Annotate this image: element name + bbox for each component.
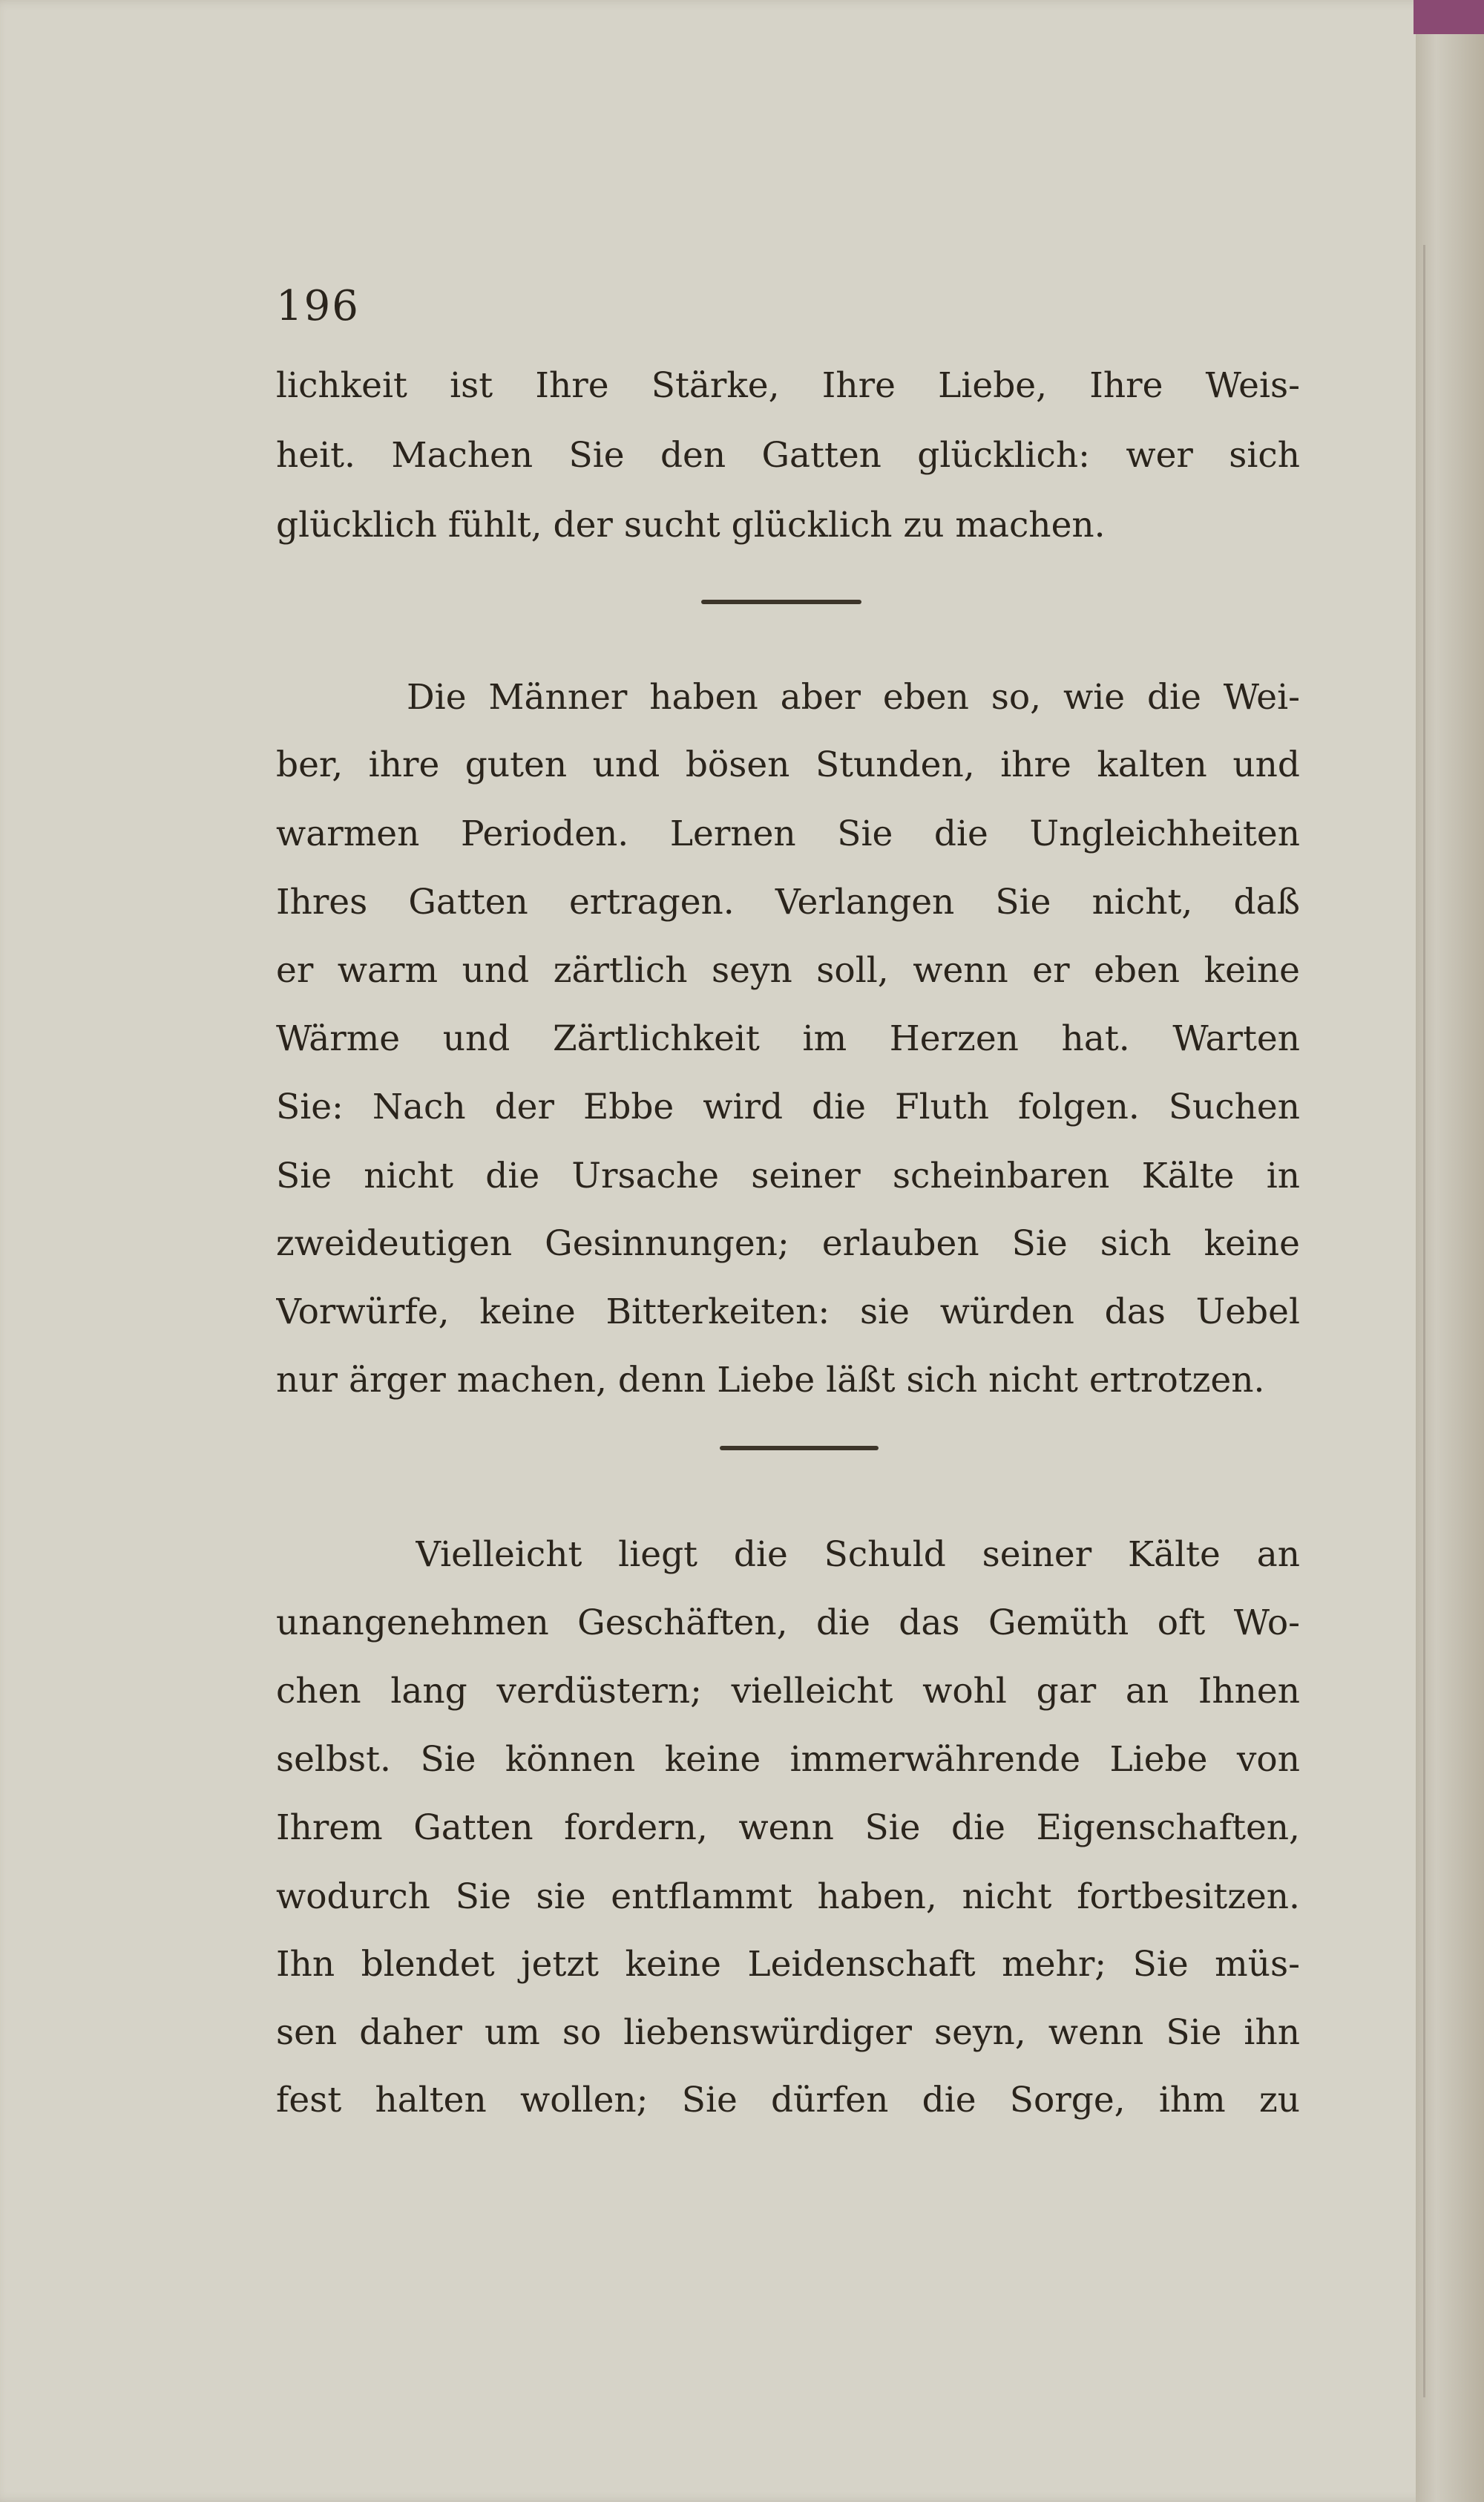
section-divider [701,600,861,604]
text-line: unangenehmen Geschäften, die das Gemüth oft Wo- [276,1602,1300,1643]
text-line: heit. Machen Sie den Gatten glücklich: wer sich [276,435,1300,476]
bookmark-ribbon [1414,0,1484,34]
text-line: Sie: Nach der Ebbe wird die Fluth folgen. Suchen [276,1087,1300,1127]
text-line: nur ärger machen, denn Liebe läßt sich nicht ertrotzen. [276,1360,1265,1401]
page-number: 196 [276,282,360,330]
text-line: ber, ihre guten und bösen Stunden, ihre kalten und [276,744,1300,785]
text-line: wodurch Sie sie entflammt haben, nicht fortbesitzen. [276,1876,1300,1917]
text-line: Sie nicht die Ursache seiner scheinbaren Kälte in [276,1156,1300,1196]
text-line: selbst. Sie können keine immerwährende Liebe von [276,1739,1300,1780]
text-line: Vorwürfe, keine Bitterkeiten: sie würden das Uebel [276,1291,1300,1332]
text-line: zweideutigen Gesinnungen; erlauben Sie sich keine [276,1223,1300,1264]
text-line: Die Männer haben aber eben so, wie die Wei- [407,677,1300,718]
text-line: Ihrem Gatten fordern, wenn Sie die Eigenschaften, [276,1807,1300,1848]
text-line: chen lang verdüstern; vielleicht wohl gar an Ihnen [276,1671,1300,1712]
text-line: warmen Perioden. Lernen Sie die Ungleichheiten [276,813,1300,854]
text-line: Ihn blendet jetzt keine Leidenschaft mehr; Sie müs- [276,1944,1300,1985]
text-line: Ihres Gatten ertragen. Verlangen Sie nicht, daß [276,882,1300,923]
text-line: er warm und zärtlich seyn soll, wenn er eben keine [276,950,1300,991]
section-divider [720,1446,879,1450]
next-page-edge [1416,0,1484,2502]
text-line: lichkeit ist Ihre Stärke, Ihre Liebe, Ihre Weis- [276,365,1300,406]
text-line: Wärme und Zärtlichkeit im Herzen hat. Warten [276,1018,1300,1059]
page-edge-line [1423,245,1425,2397]
text-line: Vielleicht liegt die Schuld seiner Kälte an [416,1534,1300,1575]
text-line: glücklich fühlt, der sucht glücklich zu machen. [276,505,1106,546]
text-line: fest halten wollen; Sie dürfen die Sorge, ihm zu [276,2080,1300,2121]
text-line: sen daher um so liebenswürdiger seyn, wenn Sie ihn [276,2012,1300,2053]
